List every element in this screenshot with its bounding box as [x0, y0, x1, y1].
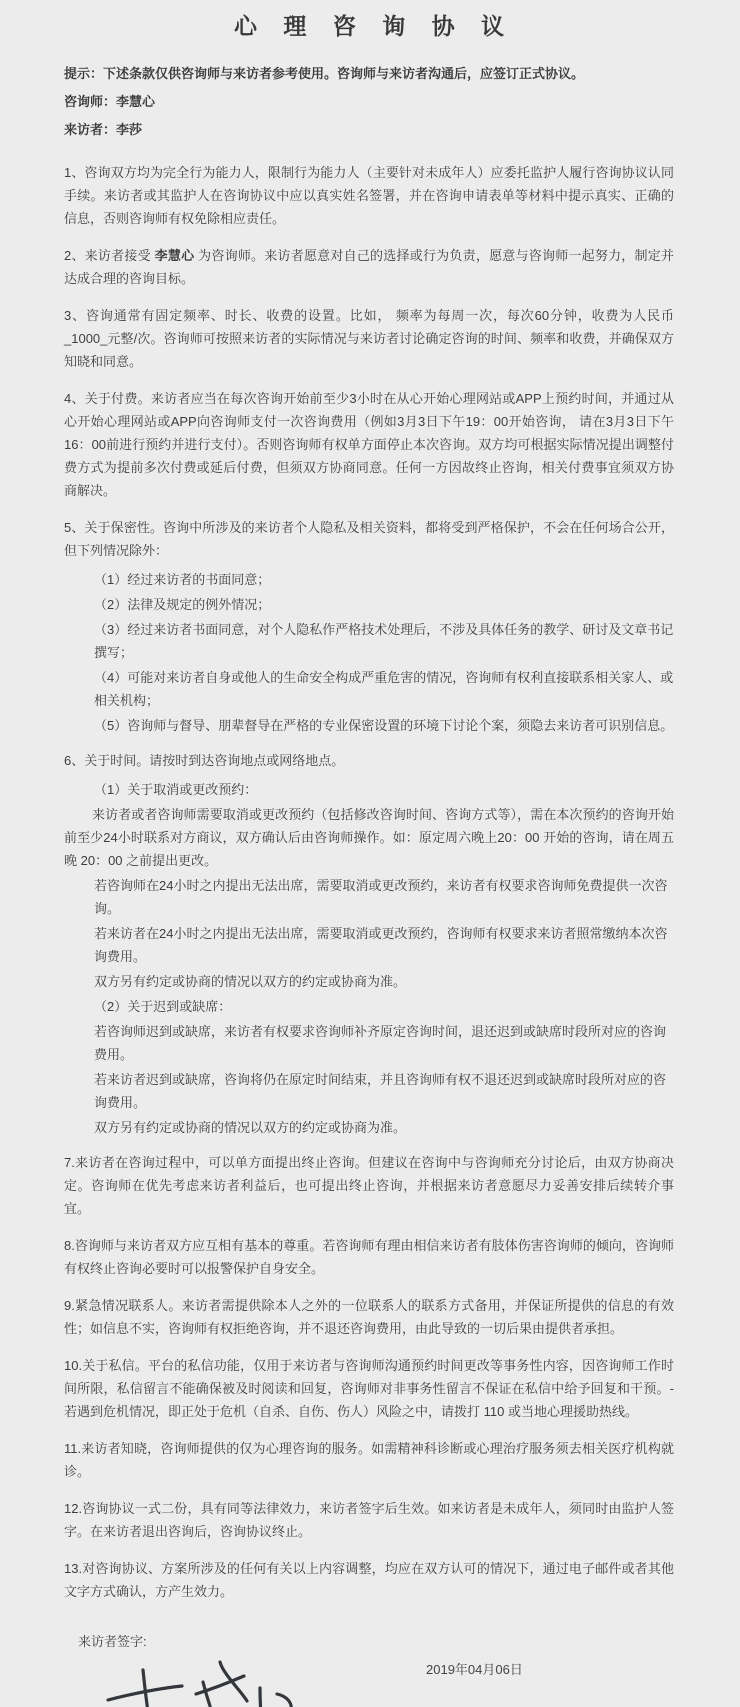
clause-6-sub2-item-2: 若来访者迟到或缺席，咨询将仍在原定时间结束，并且咨询师有权不退还迟到或缺席时段所对应的咨询费用。: [94, 1072, 667, 1110]
clause-9: 9.紧急情况联系人。来访者需提供除本人之外的一位联系人的联系方式备用，并保证所提供的信息的有效性；如信息不实，咨询师有权拒绝咨询，并不退还咨询费用，由此导致的一切后果由提供者承担。: [64, 1298, 674, 1336]
visitor-signature-handwriting: [100, 1660, 310, 1707]
clause-5: 5、关于保密性。咨询中所涉及的来访者个人隐私及相关资料，都将受到严格保护，不会在任何场合公开，但下列情况除外：: [64, 520, 674, 558]
page-title: 心 理 咨 询 协 议: [234, 13, 514, 39]
agreement-date: 2019年04月06日: [426, 1662, 523, 1677]
counselor-line: 咨询师：李慧心: [64, 94, 156, 109]
clause-6-sub2-item-1: 若咨询师迟到或缺席，来访者有权要求咨询师补齐原定咨询时间，退还迟到或缺席时段所对应的咨询费用。: [94, 1024, 667, 1062]
clause-10: 10.关于私信。平台的私信功能，仅用于来访者与咨询师沟通预约时间更改等事务性内容，因咨询师工作时间所限，私信留言不能确保被及时阅读和回复，咨询师对非事务性留言不保证在私信中给予回复和干预。- 若遇到危机情况，即正处于危机（自杀、自伤、伤人）风险之中，请拨打 110 或当地心理援助热线。: [64, 1358, 674, 1419]
clause-6-sub1-paragraph: 来访者或者咨询师需要取消或更改预约（包括修改咨询时间、咨询方式等），需在本次预约的咨询开始前至少24小时联系对方商议，双方确认后由咨询师操作。如：原定周六晚上20：00 开始的咨询，请在周五晚 20：00 之前提出更改。: [64, 807, 674, 868]
clause-6-sub2-title: （2）关于迟到或缺席：: [94, 999, 232, 1014]
clause-6-sub1-item-3: 双方另有约定或协商的情况以双方的约定或协商为准。: [94, 974, 407, 989]
clause-3: 3、咨询通常有固定频率、时长、收费的设置。比如， 频率为每周一次，每次60分钟，收费为人民币_1000_元整/次。咨询师可按照来访者的实际情况与来访者讨论确定咨询的时间、频率和收费，并确保双方知晓和同意。: [64, 308, 674, 369]
clause-2-suffix: 为咨询师。来访者愿意对自己的选择或行为负责，愿意与咨询师一起努力，制定并达成合理的咨询目标。: [64, 248, 674, 286]
clause-6-sub1-title: （1）关于取消或更改预约：: [94, 782, 258, 797]
clause-6-sub2-item-3: 双方另有约定或协商的情况以双方的约定或协商为准。: [94, 1120, 407, 1135]
visitor-signature-label: 来访者签字:: [78, 1634, 147, 1649]
signature-section: [0, 1617, 740, 1666]
clause-8: 8.咨询师与来访者双方应互相有基本的尊重。若咨询师有理由相信来访者有肢体伤害咨询师的倾向，咨询师有权终止咨询必要时可以报警保护自身安全。: [64, 1238, 674, 1276]
clause-6-sub1-item-1: 若咨询师在24小时之内提出无法出席，需要取消或更改预约，来访者有权要求咨询师免费提供一次咨询。: [94, 878, 668, 916]
tip-line: 提示：下述条款仅供咨询师与来访者参考使用。咨询师与来访者沟通后，应签订正式协议。: [64, 66, 585, 81]
clause-6: 6、关于时间。请按时到达咨询地点或网络地点。: [64, 753, 345, 768]
clause-2: [64, 244, 674, 290]
visitor-line: 来访者：李莎: [64, 122, 143, 137]
clause-5-item-4: （4）可能对来访者自身或他人的生命安全构成严重危害的情况，咨询师有权利直接联系相关家人、或相关机构；: [94, 670, 674, 708]
clause-1: 1、咨询双方均为完全行为能力人，限制行为能力人（主要针对未成年人）应委托监护人履行咨询协议认同手续。来访者或其监护人在咨询协议中应以真实姓名签署，并在咨询申请表单等材料中提示真实、正确的信息，否则咨询师有权免除相应责任。: [64, 165, 674, 226]
clause-5-item-1: （1）经过来访者的书面同意；: [94, 572, 271, 587]
clause-13: 13.对咨询协议、方案所涉及的任何有关以上内容调整，均应在双方认可的情况下，通过电子邮件或者其他文字方式确认，方产生效力。: [64, 1561, 674, 1599]
clause-4: 4、关于付费。来访者应当在每次咨询开始前至少3小时在从心开始心理网站或APP上预约时间，并通过从心开始心理网站或APP向咨询师支付一次咨询费用（例如3月3日下午19：00开始咨询， 请在3月3日下午16：00前进行预约并进行支付）。否则咨询师有权单方面停止本次咨询。双方均可根据实际情况提出调整付费方式为提前多次付费或延后付费，但须双方协商同意。任何一方因故终止咨询，相关付费事宜须双方协商解决。: [64, 391, 674, 498]
clause-2-counselor-name: 李慧心: [154, 248, 195, 263]
clause-5-item-3: （3）经过来访者书面同意，对个人隐私作严格技术处理后，不涉及具体任务的教学、研讨及文章书记撰写；: [94, 622, 674, 660]
clause-6-sub1-item-2: 若来访者在24小时之内提出无法出席，需要取消或更改预约，咨询师有权要求来访者照常缴纳本次咨询费用。: [94, 926, 668, 964]
clause-7: 7.来访者在咨询过程中，可以单方面提出终止咨询。但建议在咨询中与咨询师充分讨论后，由双方协商决定。咨询师在优先考虑来访者利益后，也可提出终止咨询，并根据来访者意愿尽力妥善安排后续转介事宜。: [64, 1155, 674, 1216]
clause-5-item-5: （5）咨询师与督导、朋辈督导在严格的专业保密设置的环境下讨论个案，须隐去来访者可识别信息。: [94, 718, 674, 733]
clause-11: 11.来访者知晓，咨询师提供的仅为心理咨询的服务。如需精神科诊断或心理治疗服务须去相关医疗机构就诊。: [64, 1441, 674, 1479]
clause-5-item-2: （2）法律及规定的例外情况；: [94, 597, 271, 612]
clause-12: 12.咨询协议一式二份，具有同等法律效力，来访者签字后生效。如来访者是未成年人，须同时由监护人签字。在来访者退出咨询后，咨询协议终止。: [64, 1501, 674, 1539]
clause-2-prefix: 2、来访者接受: [64, 248, 155, 263]
